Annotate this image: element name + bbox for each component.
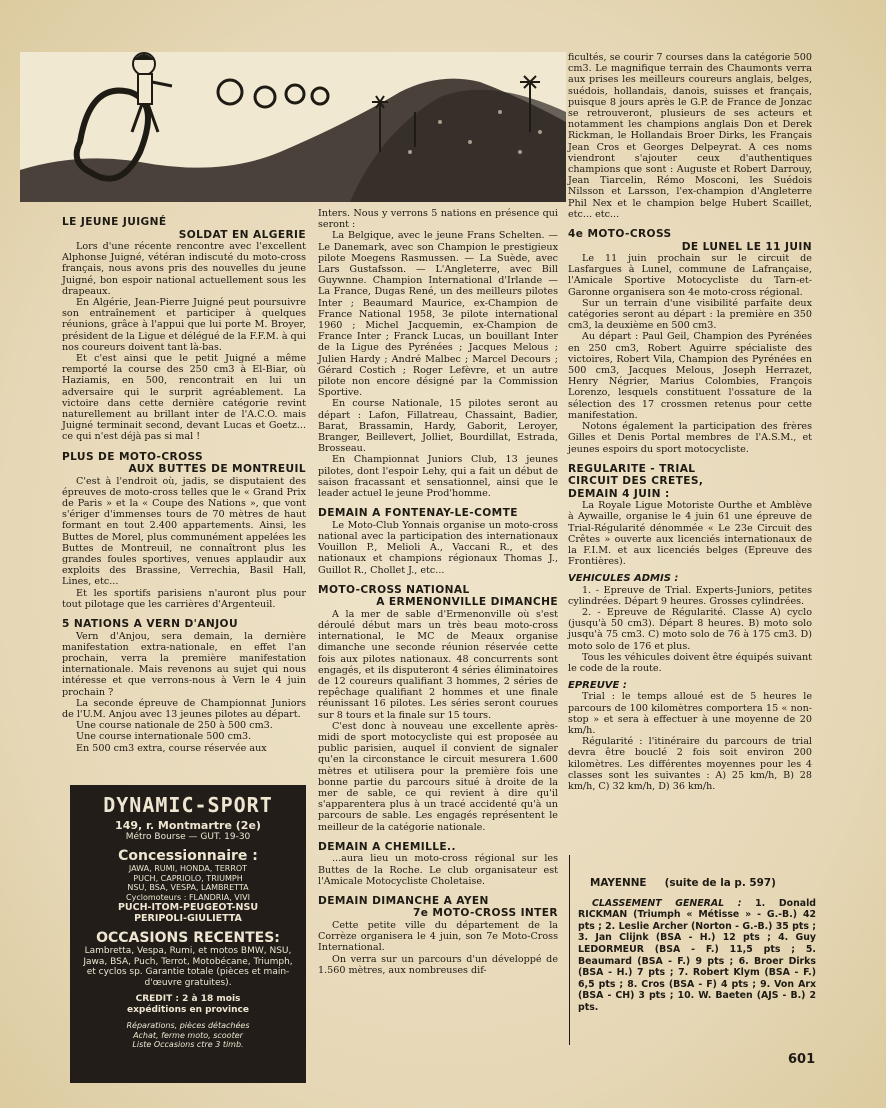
section-title: DEMAIN A CHEMILLE.. xyxy=(318,840,456,853)
paragraph: La Belgique, avec le jeune Frans Schelten. — Le Danemark, avec son Champion le prestigieux pilote Moegens Rasmussen. — La Suède, avec Lars Gustafsson. — L'Angleterre, avec Bill Guywnne. Champion International d'Irlande — La France, Dugas René, un des meilleurs pilotes Inter ; Beaumard Maurice, ex-Champion de France National 1958, 3e pilote international 1960 ; Michel Jacquemin, ex-Champion de France Inter ; Franck Lucas, un bouillant Inter de la Ligue des Pyrénées ; Jacques Melous ; Julien Hardy ; André Malbec ; Marcel Decours ; Gérard Costich ; Roger Lefèvre, et un autre pilote non encore désigné par la Commission Sportive. xyxy=(318,230,558,399)
section-title: 5 NATIONS A VERN D'ANJOU xyxy=(62,618,238,631)
paragraph: Une course internationale 500 cm3. xyxy=(76,731,252,743)
ad-section-title: OCCASIONS RECENTES: xyxy=(96,930,280,946)
section-title xyxy=(568,228,812,253)
column-left xyxy=(62,208,306,754)
column-rule xyxy=(569,855,570,1045)
paragraph: Trial : le temps alloué est de 5 heures le parcours de 100 kilomètres comportera 15 « non-stop » et sera à effectuer à une moyenne de 20 km/h. xyxy=(568,691,812,737)
ad-footer xyxy=(78,1021,298,1050)
mayenne-body xyxy=(578,898,816,1014)
section-title xyxy=(62,216,306,241)
ad-brand: DYNAMIC-SPORT xyxy=(103,793,273,817)
paragraph: C'est à l'endroit où, jadis, se disputaient des épreuves de moto-cross telles que le « Grand Prix de Paris » et la « Coupe des Nations », que vont s'ériger d'immenses tours de 70 mètres de haut formant en tout 2.400 appartements. Ainsi, les Buttes de Morel, plus communément appelées les Buttes de Montreuil, ne connaîtront plus les grandes foules sportives, venues applaudir aux exploits des Brassine, Verrechia, Basil Hall, Lines, etc... xyxy=(62,475,306,588)
ad-footer-line: Réparations, pièces détachées xyxy=(126,1021,250,1030)
mayenne-heading xyxy=(590,878,816,890)
mayenne-subtitle: CLASSEMENT GENERAL : xyxy=(592,897,742,909)
mayenne-results xyxy=(578,878,816,1014)
paragraph: Une course nationale de 250 à 500 cm3. xyxy=(76,720,273,732)
paragraph: Cette petite ville du département de la Corrèze organisera le 4 juin, son 7e Moto-Cross International. xyxy=(318,919,558,954)
paragraph: Au départ : Paul Geil, Champion des Pyrénées en 250 cm3, Robert Aguirre spécialiste des victoires, Robert Vila, Champion des Pyrénées en 500 cm3, Jacques Melous, Joseph Herrazet, Henry Négrier, Marius Colombies, François Lorenzo, lesquels constituent l'ossature de la sélection des 17 crossmen retenus pour cette manifestation. xyxy=(568,331,812,421)
column-right xyxy=(568,52,812,792)
paragraph: En Algérie, Jean-Pierre Juigné peut poursuivre son entraînement et participer à quelques réunions, grâce à l'appui que lui porte M. Broyer, président de la Ligue et délégué de la F.F.M. à qui nos coureurs doivent tant là-bas. xyxy=(62,297,306,353)
ad-footer-line: Achat, ferme moto, scooter xyxy=(133,1030,243,1040)
cartoon-rider-icon xyxy=(112,52,192,162)
mayenne-page-ref: (suite de la p. 597) xyxy=(664,877,776,889)
paragraph: A la mer de sable d'Ermenonville où s'est déroulé début mars un très beau moto-cross international, le MC de Meaux organise dimanche une seconde réunion réservée cette fois aux pilotes nationaux. 48 concurrents sont engagés, et ils disputeront 4 séries éliminatoires de 12 coureurs qualifiant 3 hommes, 2 séries de repêchage qualifiant 2 hommes et une finale réunissant 16 pilotes. Les séries seront courues sur 8 tours et la finale sur 15 tours. xyxy=(318,608,558,721)
section-title xyxy=(318,895,558,920)
title-line: SOLDAT EN ALGERIE xyxy=(178,228,306,241)
title-line: DEMAIN 4 JUIN : xyxy=(568,487,670,500)
paragraph: Tous les véhicules doivent être équipés suivant le code de la route. xyxy=(568,651,812,675)
ad-brand-line: NSU, BSA, VESPA, LAMBRETTA xyxy=(127,883,249,892)
ad-brand-line: JAWA, RUMI, HONDA, TERROT xyxy=(128,864,248,873)
paragraph: 2. - Epreuve de Régularité. Classe A) cyclo (jusqu'à 50 cm3). Départ 8 heures. B) moto solo jusqu'à 75 cm3. C) moto solo de 76 à 175 cm3. D) moto solo de 176 et plus. xyxy=(568,607,812,652)
paragraph: La Royale Ligue Motoriste Ourthe et Amblève à Aywaille, organise le 4 juin 61 une épreuve de Trial-Régularité dénommée « Le 23e Circuit des Crêtes » ouverte aux licenciés internationaux de la F.I.M. et aux licenciés belges (Epreuve des Frontières). xyxy=(568,500,812,568)
ad-brand-line: Cyclomoteurs : FLANDRIA, VIVI xyxy=(126,892,250,902)
paragraph: C'est donc à nouveau une excellente après-midi de sport motocycliste qui est proposée au public parisien, auquel il convient de signaler qu'en la circonstance le circuit mesurera 1.600 mètres et utilisera pour la première fois une bonne partie du parcours situé à droite de la mer de sable, ce qui revient à dire qu'il s'apparentera plus à un tracé accidenté qu'à un parcours de sable. Les engagés représentent le meilleur de la catégorie nationale. xyxy=(318,720,558,833)
ad-brand-line: PUCH-ITOM-PEUGEOT-NSU xyxy=(117,902,259,913)
paragraph: Et c'est ainsi que le petit Juigné a même remporté la course des 250 cm3 à El-Biar, où Haziamis, en 500, rencontrait en lui un adversaire qui le surprit agréablement. La victoire dans cette dernière catégorie revint naturellement au brillant inter de l'A.C.O. mais Juigné terminait second, devant Lucas et Goetz... ce qui n'est déjà pas si mal ! xyxy=(62,353,306,443)
title-line: A ERMENONVILLE DIMANCHE xyxy=(376,596,558,609)
title-line: DE LUNEL LE 11 JUIN xyxy=(681,240,812,253)
section-title xyxy=(62,451,306,476)
title-line: REGULARITE - TRIAL xyxy=(568,462,696,475)
dynamic-sport-ad xyxy=(70,785,306,1083)
paragraph: En Championnat Juniors Club, 13 jeunes pilotes, dont l'espoir Lehy, qui a fait un début de saison fracassant et sensationnel, ainsi que le leader actuel le jeune Prod'homme. xyxy=(318,454,558,500)
paragraph: Lors d'une récente rencontre avec l'excellent Alphonse Juigné, vétéran indiscuté du moto-cross français, nous avons pris des nouvelles du jeune Juigné, bon espoir national actuellement sous les drapeaux. xyxy=(62,241,306,297)
paragraph: En course Nationale, 15 pilotes seront au départ : Lafon, Fillatreau, Chassaint, Badier, Barat, Brassamin, Hardy, Gaborit, Leroyer, Branger, Beillevert, Jolliet, Bourdillat, Estrada, Brosseau. xyxy=(318,398,558,455)
title-line: LE JEUNE JUIGNÉ xyxy=(62,216,167,228)
ad-brand-line: PERIPOLI-GIULIETTA xyxy=(134,913,242,924)
ad-occasions: Lambretta, Vespa, Rumi, et motos BMW, NSU, Jawa, BSA, Puch, Terrot, Motobécane, Triumph, et cyclos sp. Garantie totale (pièces et main-d'œuvre gratuites). xyxy=(83,946,293,988)
ad-credit-line: expéditions en province xyxy=(127,1004,249,1015)
title-line: 4e MOTO-CROSS xyxy=(568,228,672,241)
ad-metro: Métro Bourse — GUT. 19-30 xyxy=(125,832,251,842)
paragraph: Sur un terrain d'une visibilité parfaite deux catégories seront au départ : la première en 350 cm3, la deuxième en 500 cm3. xyxy=(568,297,812,332)
title-line: AUX BUTTES DE MONTREUIL xyxy=(128,463,306,476)
paragraph: On verra sur un parcours d'un développé de 1.560 mètres, aux nombreuses dif- xyxy=(318,953,558,976)
subheading: EPREUVE : xyxy=(568,680,627,692)
title-line: 7e MOTO-CROSS INTER xyxy=(412,907,558,920)
ad-brand-line: PUCH, CAPRIOLO, TRIUMPH xyxy=(133,873,243,883)
paragraph: En 500 cm3 extra, course réservée aux xyxy=(76,742,267,754)
paragraph: Le 11 juin prochain sur le circuit de Lasfargues à Lunel, commune de Lafrançaise, l'Amicale Sportive Motocycliste du Tarn-et-Garonne organisera son 4e moto-cross régional. xyxy=(568,253,812,298)
title-line: MOTO-CROSS NATIONAL xyxy=(318,583,470,596)
title-line: CIRCUIT DES CRETES, xyxy=(568,475,704,488)
ad-section-title: Concessionnaire : xyxy=(118,848,258,864)
header-illustration xyxy=(20,52,566,202)
column-middle xyxy=(318,208,558,976)
mayenne-title: MAYENNE xyxy=(590,877,647,889)
ad-credit-line: CREDIT : 2 à 18 mois xyxy=(135,994,241,1004)
paragraph: Régularité : l'itinéraire du parcours de trial devra être bouclé 2 fois soit environ 200 kilomètres. Les différentes moyennes pour les 4 classes sont les suivantes : A) 25 km/h, B) 28 km/h, C) 32 km/h, D) 36 km/h. xyxy=(568,736,812,793)
section-title xyxy=(568,463,812,501)
paragraph: Notons également la participation des frères Gilles et Denis Portal membres de l'A.S.M., et jeunes espoirs du sport motocycliste. xyxy=(568,421,812,455)
section-title xyxy=(318,584,558,609)
paragraph: Inters. Nous y verrons 5 nations en présence qui seront : xyxy=(318,208,558,231)
paragraph: Et les sportifs parisiens n'auront plus pour tout pilotage que les carrières d'Argenteuil. xyxy=(62,587,306,610)
mayenne-ranking: 1. Donald RICKMAN (Triumph « Métisse » - G.-B.) 42 pts ; 2. Leslie Archer (Norton - G.-B.) 35 pts ; 3. Jan Clijnk (BSA - H.) 12 pts ; 4. Guy LEDORMEUR (BSA - F.) 11,5 pts ; 5. Beaumard (BSA - F.) 9 pts ; 6. Broer Dirks (BSA - H.) 7 pts ; 7. Robert Klym (BSA - F.) 6,5 pts ; 8. Cros (BSA - F) 4 pts ; 9. Von Arx (BSA - CH) 3 pts ; 10. W. Baeten (AJS - B.) 2 pts. xyxy=(578,897,816,1013)
title-line: PLUS DE MOTO-CROSS xyxy=(62,450,204,463)
paragraph: La seconde épreuve de Championnat Juniors de l'U.M. Anjou avec 13 jeunes pilotes au départ. xyxy=(62,697,306,721)
page-number: 601 xyxy=(788,1052,816,1067)
paragraph: 1. - Epreuve de Trial. Experts-Juniors, petites cylindrées. Départ 9 heures. Grosses cylindrées. xyxy=(568,584,812,607)
subheading: VEHICULES ADMIS : xyxy=(568,573,679,585)
paragraph: Le Moto-Club Yonnais organise un moto-cross national avec la participation des internationaux Vouillon P., Melioli A., Vaccani R., et des nationaux et champions régionaux Thomas J., Guillot R., Chollet J., etc... xyxy=(318,519,558,576)
section-title: DEMAIN A FONTENAY-LE-COMTE xyxy=(318,507,518,520)
paragraph: Vern d'Anjou, sera demain, la dernière manifestation extra-nationale, en effet l'an prochain, verra la première manifestation internationale. Mais revenons au sujet qui nous intéresse et que verrons-nous à Vern le 4 juin prochain ? xyxy=(62,630,306,698)
ad-footer-line: Liste Occasions ctre 3 timb. xyxy=(132,1040,244,1049)
title-line: DEMAIN DIMANCHE A AYEN xyxy=(318,894,489,907)
ad-address: 149, r. Montmartre (2e) xyxy=(115,819,261,832)
paragraph: ...aura lieu un moto-cross régional sur les Buttes de la Roche. Le club organisateur est l'Amicale Motocycliste Choletaise. xyxy=(318,853,558,887)
ad-credit xyxy=(78,994,298,1015)
paragraph: ficultés, se courir 7 courses dans la catégorie 500 cm3. Le magnifique terrain des Chaumonts verra aux prises les meilleurs coureurs anglais, belges, suédois, hollandais, danois, suisses et français, puisque 8 jours après le G.P. de France de Jonzac se retrouveront, plusieurs de ses acteurs et notamment les champions anglais Don et Derek Rickman, le Hollandais Broer Dirks, les Français Jean Cros et Georges Delpeyrat. A ces noms viendront s'ajouter ceux d'authentiques champions que sont : Auguste et Robert Darrouy, Jean Tiarcelin, Rémo Mosconi, les Suédois Nilsson et Larsson, l'ex-champion d'Angleterre Phil Nex et le champion belge Hubert Scaillet, etc... etc... xyxy=(568,52,812,220)
